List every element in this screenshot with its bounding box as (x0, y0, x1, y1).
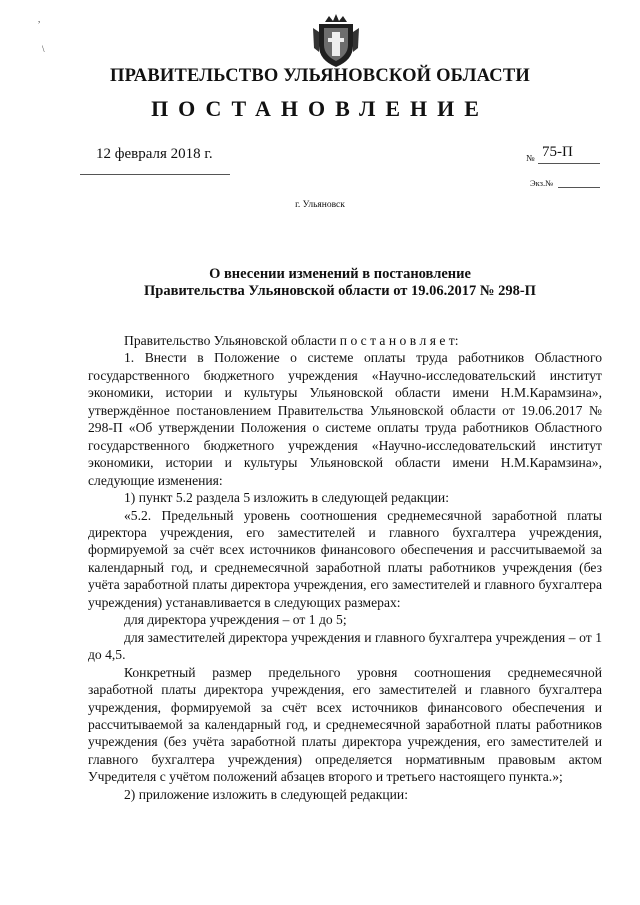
copy-number-underline (558, 187, 600, 188)
coat-of-arms-icon (311, 12, 361, 70)
preamble: Правительство Ульяновской области п о с т а н о в л я е т: (124, 333, 459, 348)
document-date: 12 февраля 2018 г. (96, 146, 213, 162)
subject-line: О внесении изменений в постановление (209, 266, 471, 282)
body-paragraph: Конкретный размер предельного уровня соотношения среднемесячной заработной платы директора учреждения, его заместителей и главного бухгалтера учреждения, формируемой за счёт всех источников финансового обеспечения и рассчитываемой за календарный год, и среднемесячной заработной платы работников учреждения (без учёта заработной платы директора учреждения, его заместителей и главного бухгалтера учреждения) определяется нормативным правовым актом Учредителя с учётом положений абзацев второго и третьего настоящего пункта.»; (88, 664, 602, 785)
date-underline (80, 174, 230, 175)
document-type: ПОСТАНОВЛЕНИЕ (151, 96, 489, 121)
document-subject (80, 266, 600, 300)
number-underline (538, 163, 600, 164)
body-paragraph: 1. Внести в Положение о системе оплаты труда работников Областного государственного бюджетного учреждения «Научно-исследовательский институт экономики, истории и культуры Ульяновской области имени Н.М.Карамзина», утверждённое постановлением Правительства Ульяновской области от 19.06.2017 № 298-П «Об утверждении Положения о системе оплаты труда работников Областного государственного бюджетного учреждения «Научно-исследовательский институт экономики, истории и культуры Ульяновской области имени Н.М.Карамзина», следующие изменения: (88, 350, 602, 488)
body-paragraph: для заместителей директора учреждения и главного бухгалтера учреждения – от 1 до 4,5. (88, 629, 602, 663)
scan-mark: \ (42, 44, 45, 54)
body-paragraph: 2) приложение изложить в следующей редакции: (124, 786, 408, 802)
number-prefix: № (526, 153, 535, 163)
document-number: 75-П (542, 144, 573, 160)
city: г. Ульяновск (295, 200, 345, 210)
body-paragraph: 1) пункт 5.2 раздела 5 изложить в следующей редакции: (124, 490, 449, 506)
scan-mark: , (38, 14, 41, 24)
subject-line: Правительства Ульяновской области от 19.06.2017 № 298-П (144, 283, 536, 299)
body-paragraph: для директора учреждения – от 1 до 5; (124, 612, 347, 628)
document-body (88, 332, 602, 803)
copy-number-label: Экз.№ (530, 178, 554, 188)
body-paragraph: «5.2. Предельный уровень соотношения среднемесячной заработной платы директора учреждения, его заместителей и главного бухгалтера учреждения, формируемой за счёт всех источников финансового обеспечения и рассчитываемой за календарный год, и среднемесячной заработной платы работников учреждения (без учёта заработной платы директора учреждения, его заместителей и главного бухгалтера учреждения) устанавливается в следующих размерах: (88, 507, 602, 610)
government-title: ПРАВИТЕЛЬСТВО УЛЬЯНОВСКОЙ ОБЛАСТИ (110, 66, 530, 86)
